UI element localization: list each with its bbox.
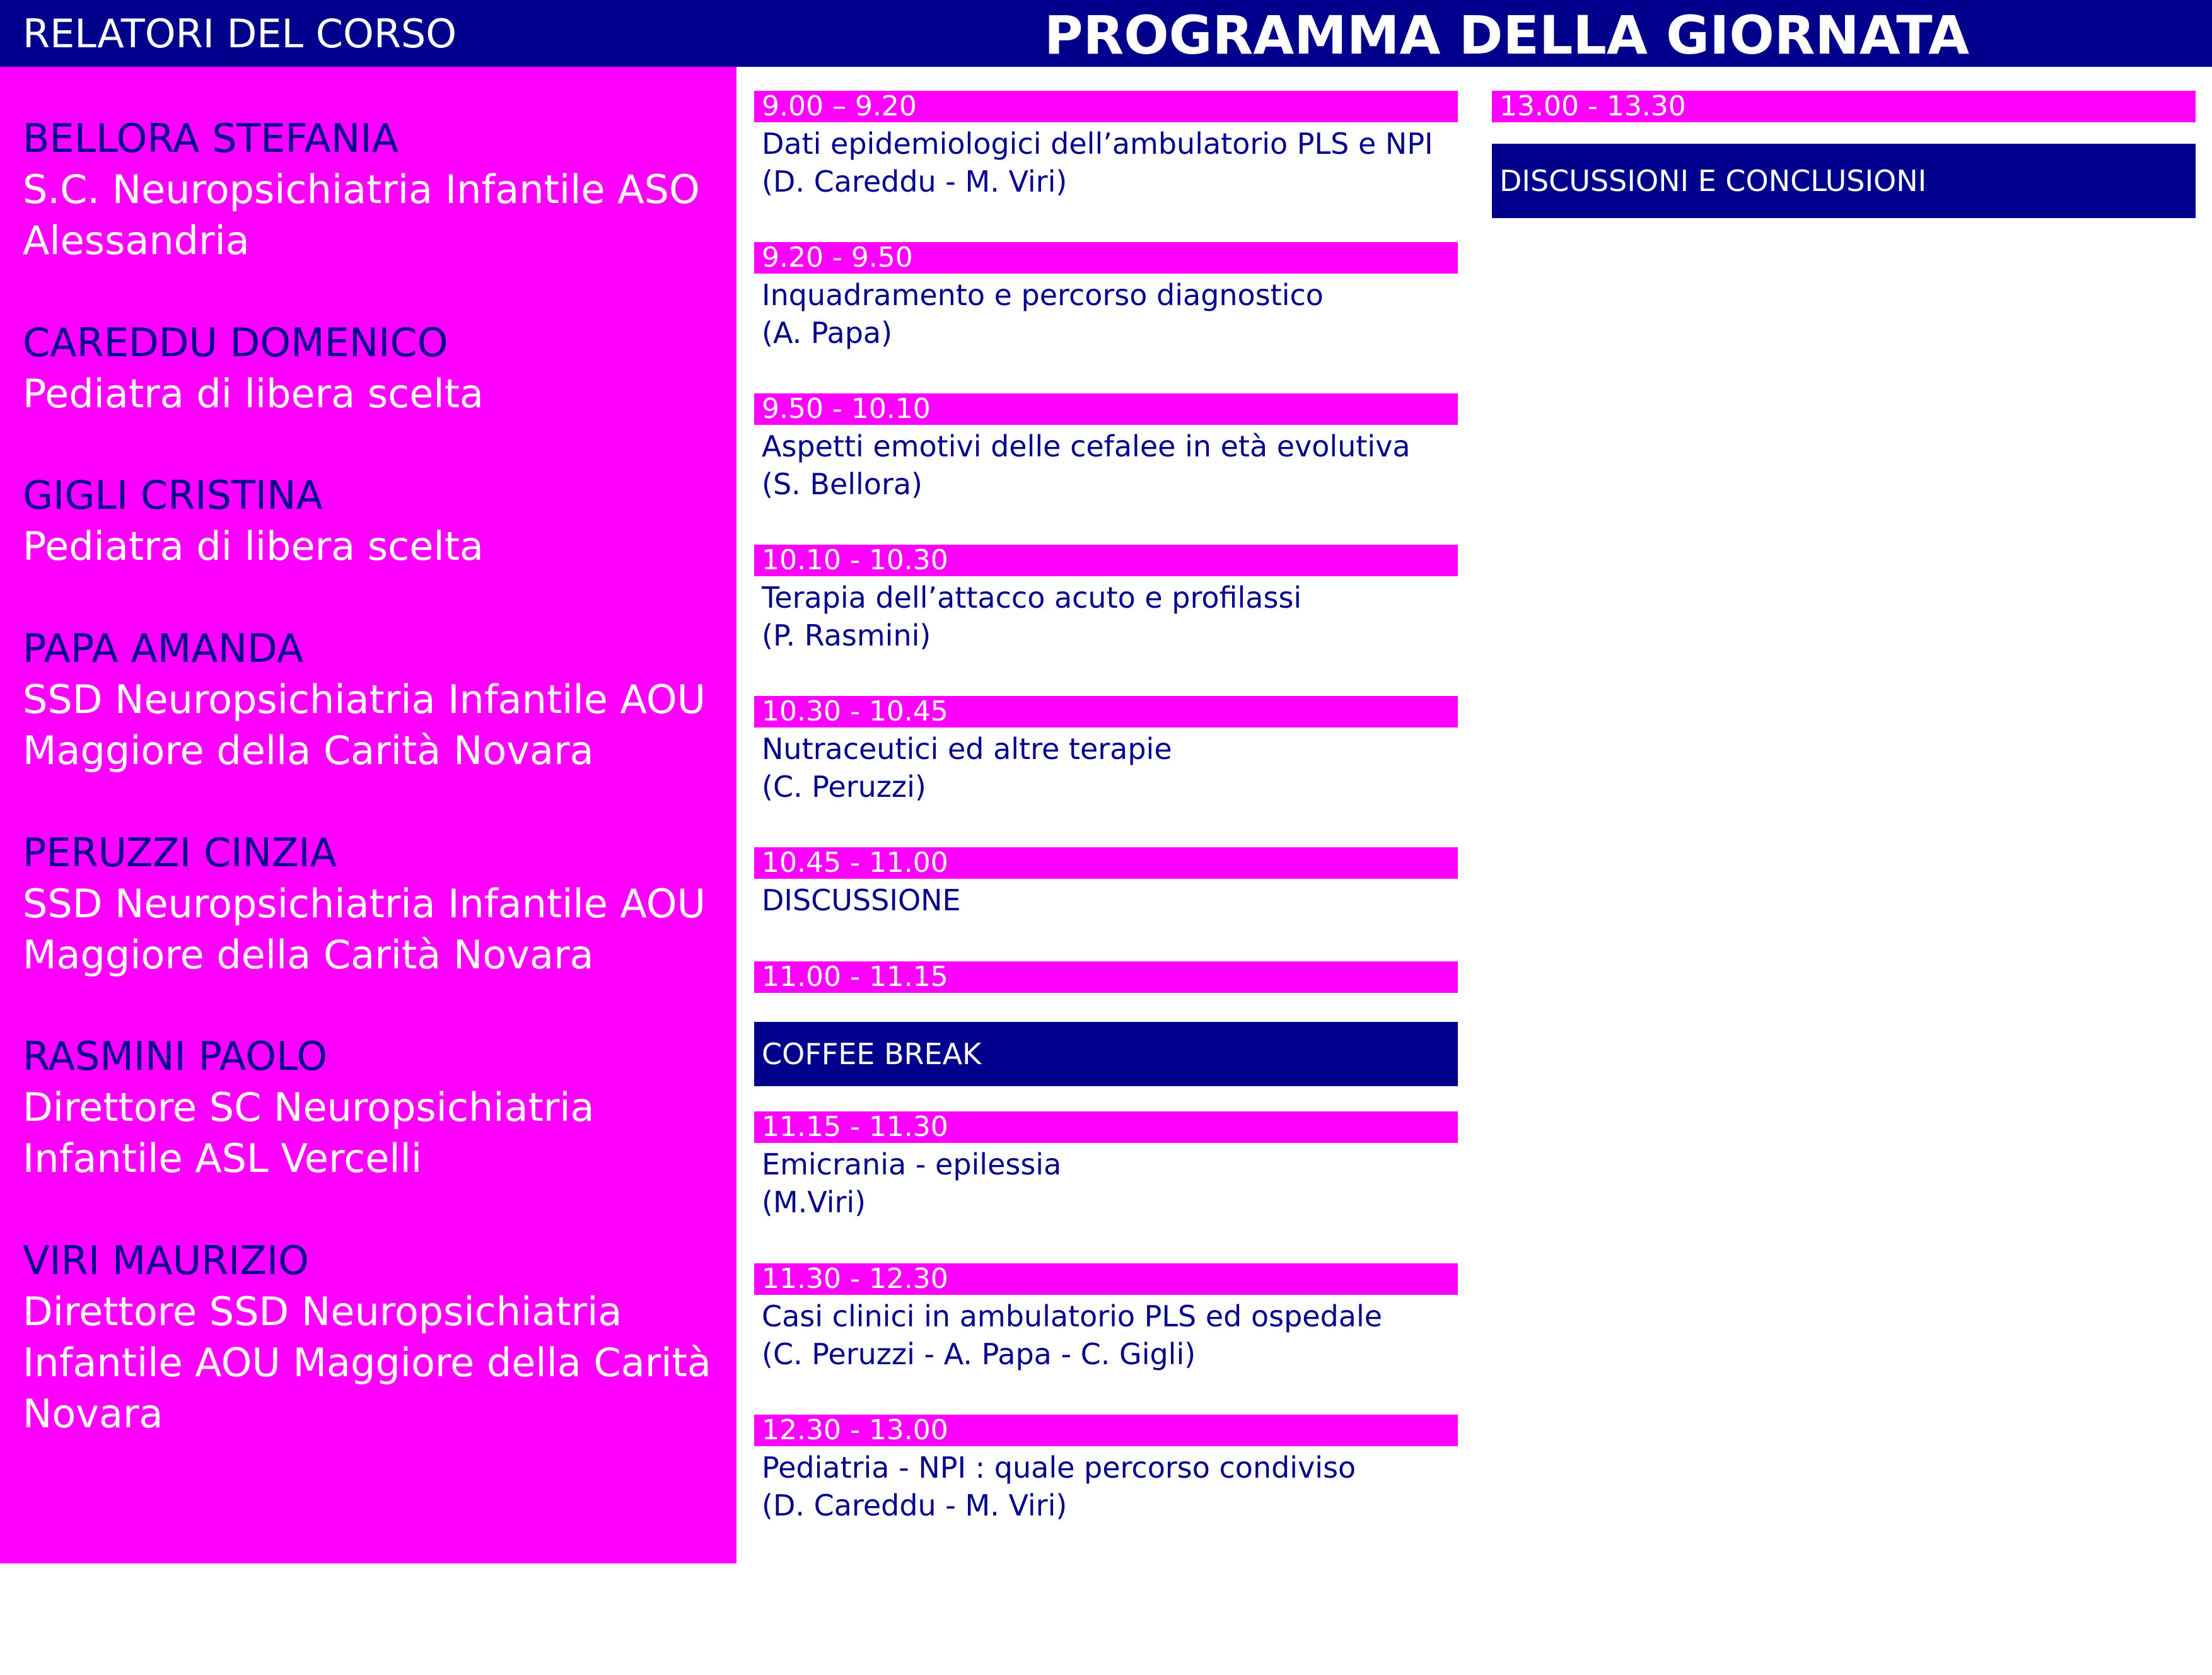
coffee-break-box: COFFEE BREAK [754,1022,1458,1086]
slot-speakers: (C. Peruzzi) [762,770,926,804]
program-slot [754,696,1458,806]
slot-time: 10.45 - 11.00 [754,847,1458,879]
speaker-entry [23,470,729,572]
slot-time: 11.30 - 12.30 [754,1263,1458,1295]
speaker-affiliation: Maggiore della Carità Novara [23,932,594,978]
slot-speakers: (M.Viri) [762,1185,866,1219]
speaker-affiliation: S.C. Neuropsichiatria Infantile ASO [23,166,700,212]
speaker-entry [23,318,729,419]
program-slot [754,847,1458,919]
speaker-entry [23,113,729,266]
slot-time: 13.00 - 13.30 [1492,91,2196,122]
program-slot [754,393,1458,503]
program-slot [754,91,1458,200]
program-slot [754,1415,1458,1524]
speaker-name: VIRI MAURIZIO [23,1237,309,1284]
speaker-name: RASMINI PAOLO [23,1033,328,1079]
slot-title: Casi clinici in ambulatorio PLS ed ospedale [762,1299,1383,1333]
speaker-affiliation: Pediatra di libera scelta [23,371,484,417]
speakers-heading: RELATORI DEL CORSO [23,11,457,57]
speaker-entry [23,1031,729,1184]
speaker-affiliation: Direttore SC Neuropsichiatria [23,1084,595,1130]
speaker-affiliation: Direttore SSD Neuropsichiatria [23,1289,622,1335]
speaker-entry [23,623,729,776]
speaker-affiliation: Maggiore della Carità Novara [23,727,594,774]
slot-speakers: (C. Peruzzi - A. Papa - C. Gigli) [762,1337,1196,1371]
speaker-name: PERUZZI CINZIA [23,830,337,876]
speaker-affiliation: Infantile AOU Maggiore della Carità [23,1340,711,1386]
speaker-name: CAREDDU DOMENICO [23,320,448,366]
slot-time: 11.00 - 11.15 [754,961,1458,993]
speaker-name: BELLORA STEFANIA [23,115,399,161]
closing-discussion-box: DISCUSSIONI E CONCLUSIONI [1492,144,2196,218]
speakers-panel [0,67,736,1563]
slot-time: 9.50 - 10.10 [754,393,1458,425]
slot-title: Pediatria - NPI : quale percorso condiviso [762,1451,1356,1485]
program-slot [754,1111,1458,1221]
slot-speakers: (D. Careddu - M. Viri) [762,165,1068,199]
slot-speakers: (P. Rasmini) [762,618,931,652]
speaker-name: GIGLI CRISTINA [23,472,323,518]
slot-time: 11.15 - 11.30 [754,1111,1458,1143]
slot-time: 9.00 – 9.20 [754,91,1458,122]
slot-title: Inquadramento e percorso diagnostico [762,278,1324,312]
slot-speakers: (S. Bellora) [762,467,923,501]
slot-speakers: (A. Papa) [762,316,893,350]
slot-time: 10.10 - 10.30 [754,545,1458,576]
speaker-affiliation: Alessandria [23,217,250,264]
program-slot [1492,91,2196,122]
program-title: PROGRAMMA DELLA GIORNATA [1044,4,1970,66]
speaker-affiliation: Novara [23,1391,163,1437]
header-bar [0,0,2212,67]
program-slot [754,961,1458,993]
speaker-entry [23,1236,729,1439]
slot-title: Dati epidemiologici dell’ambulatorio PLS e NPI [762,127,1433,161]
program-slot [754,1263,1458,1373]
slot-title: Nutraceutici ed altre terapie [762,732,1172,766]
speaker-affiliation: SSD Neuropsichiatria Infantile AOU [23,881,706,927]
speaker-name: PAPA AMANDA [23,625,304,671]
program-slot [754,545,1458,654]
speaker-affiliation: SSD Neuropsichiatria Infantile AOU [23,676,706,722]
slot-title: Emicrania - epilessia [762,1147,1062,1181]
speaker-affiliation: Pediatra di libera scelta [23,523,484,569]
slot-time: 10.30 - 10.45 [754,696,1458,727]
slot-title: Terapia dell’attacco acuto e profilassi [762,581,1302,615]
slot-time: 9.20 - 9.50 [754,242,1458,274]
slot-title: Aspetti emotivi delle cefalee in età evolutiva [762,429,1411,463]
slot-speakers: (D. Careddu - M. Viri) [762,1488,1068,1522]
program-slot [754,242,1458,352]
slot-title: DISCUSSIONE [762,883,961,917]
speaker-entry [23,828,729,980]
speaker-affiliation: Infantile ASL Vercelli [23,1135,422,1181]
slot-time: 12.30 - 13.00 [754,1415,1458,1446]
